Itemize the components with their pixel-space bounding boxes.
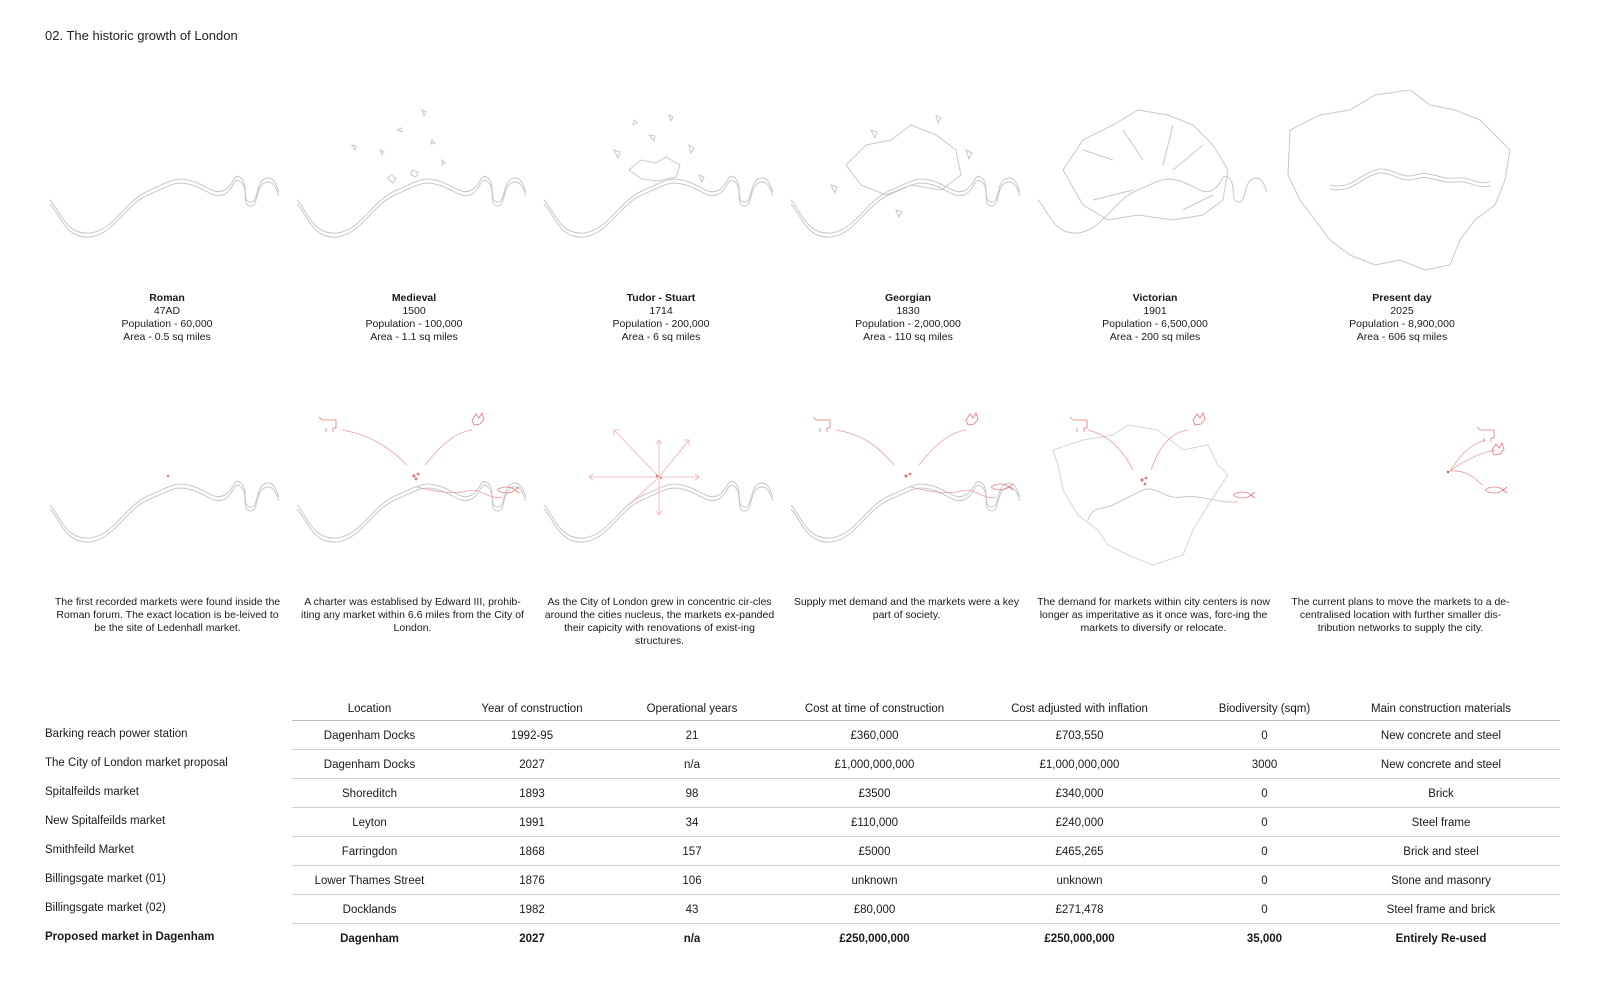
table-row xyxy=(45,866,1560,895)
fish-icon xyxy=(1233,492,1255,498)
table-cell: 0 xyxy=(1261,729,1268,742)
map-roman xyxy=(45,90,280,280)
table-cell: 2027 xyxy=(519,758,545,771)
descriptions-row xyxy=(45,596,1565,656)
era-population: Population - 200,000 xyxy=(612,318,710,330)
era-year: 1500 xyxy=(402,305,426,317)
table-cell: n/a xyxy=(683,932,701,945)
market-point-icon xyxy=(167,475,169,477)
era-label-georgian xyxy=(788,292,1028,344)
table-cell: New concrete and steel xyxy=(1380,729,1502,742)
era-label-present-day xyxy=(1282,292,1522,344)
cow-icon xyxy=(1070,417,1087,432)
table-row xyxy=(45,895,1560,924)
table-cell: £271,478 xyxy=(1055,903,1104,916)
market-map-victorian xyxy=(1033,405,1273,580)
column-header: Operational years xyxy=(646,703,738,715)
market-map-georgian xyxy=(786,405,1026,580)
column-header: Year of construction xyxy=(481,703,583,715)
table-cell: £250,000,000 xyxy=(839,932,910,945)
era-area: Area - 200 sq miles xyxy=(1109,331,1201,343)
table-cell: Leyton xyxy=(352,816,387,829)
table-header-row xyxy=(292,698,1560,721)
era-population: Population - 2,000,000 xyxy=(855,318,961,330)
era-label-roman xyxy=(47,292,287,344)
growth-maps-row xyxy=(45,90,1565,280)
map-victorian xyxy=(1033,90,1268,280)
table-cell: 1893 xyxy=(519,787,545,800)
table-cell: £1,000,000,000 xyxy=(834,758,915,771)
era-year: 2025 xyxy=(1390,305,1414,317)
map-tudor-stuart xyxy=(539,90,774,280)
table-cell: unknown xyxy=(851,874,898,887)
row-label: Proposed market in Dagenham xyxy=(45,930,215,943)
column-header: Cost adjusted with inflation xyxy=(1011,703,1148,715)
table-cell: 3000 xyxy=(1251,758,1278,771)
crops-icon xyxy=(1193,413,1205,425)
table-cell: unknown xyxy=(1056,874,1103,887)
era-year: 47AD xyxy=(153,305,181,317)
table-cell: 2027 xyxy=(519,932,545,945)
era-area: Area - 1.1 sq miles xyxy=(370,331,458,343)
era-area: Area - 6 sq miles xyxy=(621,331,701,343)
table-cell: Steel frame and brick xyxy=(1386,903,1496,916)
arrow-icon xyxy=(836,430,894,465)
description-medieval: A charter was establised by Edward III, prohib-iting any market within 6.6 miles from the City of London. xyxy=(301,596,524,634)
crops-icon xyxy=(1492,443,1504,455)
table-row xyxy=(45,779,1560,808)
table-cell: 21 xyxy=(685,729,699,742)
market-map-present-day xyxy=(1280,405,1520,580)
table-row xyxy=(45,750,1560,779)
table-cell: Brick xyxy=(1428,787,1454,800)
arrow-icon xyxy=(1450,450,1495,471)
column-header: Biodiversity (sqm) xyxy=(1218,703,1311,715)
map-medieval xyxy=(292,90,527,280)
table-cell: Brick and steel xyxy=(1403,845,1479,858)
cow-icon xyxy=(813,417,830,432)
table-cell: Steel frame xyxy=(1411,816,1471,829)
table-cell: 1982 xyxy=(519,903,545,916)
table-row xyxy=(45,837,1560,866)
table-cell: 1992-95 xyxy=(510,729,554,742)
map-present-day xyxy=(1280,90,1515,280)
era-area: Area - 0.5 sq miles xyxy=(123,331,211,343)
era-label-tudor-stuart xyxy=(541,292,781,344)
table-cell: Shoreditch xyxy=(342,787,397,800)
era-label-victorian xyxy=(1035,292,1275,344)
table-cell: 157 xyxy=(682,845,702,858)
arrow-icon xyxy=(1450,440,1485,471)
arrow-icon xyxy=(342,430,407,465)
table-cell: New concrete and steel xyxy=(1380,758,1502,771)
table-cell: £340,000 xyxy=(1055,787,1104,800)
row-label: New Spitalfeilds market xyxy=(45,814,166,827)
era-population: Population - 100,000 xyxy=(365,318,463,330)
table-cell: 98 xyxy=(685,787,699,800)
table-cell: £250,000,000 xyxy=(1044,932,1115,945)
arrow-icon xyxy=(425,430,472,465)
era-name: Victorian xyxy=(1132,292,1178,304)
row-label: The City of London market proposal xyxy=(45,756,228,769)
table-cell: 1876 xyxy=(519,874,545,887)
description-victorian: The demand for markets within city centers is now longer as imperitative as it once was, forc-ing the markets to diversify or relocate. xyxy=(1037,596,1270,634)
table-cell: Dagenham Docks xyxy=(323,729,416,742)
table-cell: n/a xyxy=(684,758,700,771)
table-cell: 0 xyxy=(1261,845,1268,858)
description-roman: The first recorded markets were found inside the Roman forum. The exact location is be-leived to be the site of Ledenhall market. xyxy=(54,596,281,634)
era-name: Present day xyxy=(1372,292,1432,304)
description-tudor-stuart: As the City of London grew in concentric cir-cles around the cities nucleus, the markets ex-panded their capicity with renovations of exist-ing structures. xyxy=(544,596,775,647)
era-name: Medieval xyxy=(391,292,437,304)
table-cell: £240,000 xyxy=(1055,816,1104,829)
row-label: Billingsgate market (01) xyxy=(45,872,166,885)
table-cell: 34 xyxy=(685,816,699,829)
table-cell: 1991 xyxy=(519,816,545,829)
table-cell: Lower Thames Street xyxy=(314,874,425,887)
era-year: 1901 xyxy=(1143,305,1167,317)
table-cell: £703,550 xyxy=(1055,729,1104,742)
expansion-arrows-icon xyxy=(589,430,699,515)
table-row xyxy=(45,808,1560,837)
table-body xyxy=(45,721,1560,953)
era-population: Population - 6,500,000 xyxy=(1102,318,1208,330)
row-label: Spitalfeilds market xyxy=(45,785,139,798)
description-georgian: Supply met demand and the markets were a key part of society. xyxy=(793,596,1020,621)
row-label: Barking reach power station xyxy=(45,727,188,740)
description-present-day: The current plans to move the markets to a de-centralised location with further smaller dis-tribution networks to supply the city. xyxy=(1291,596,1510,634)
era-label-medieval xyxy=(294,292,534,344)
table-cell: 0 xyxy=(1261,787,1268,800)
table-cell: Entirely Re-used xyxy=(1395,932,1487,945)
table-cell: Stone and masonry xyxy=(1391,874,1491,887)
table-cell: £360,000 xyxy=(850,729,899,742)
page-title: 02. The historic growth of London xyxy=(45,28,238,43)
markets-comparison-table xyxy=(45,698,1560,953)
table-cell: 0 xyxy=(1261,874,1268,887)
era-area: Area - 606 sq miles xyxy=(1356,331,1448,343)
table-cell: 43 xyxy=(685,903,699,916)
era-area: Area - 110 sq miles xyxy=(863,331,953,343)
table-cell: Farringdon xyxy=(341,845,398,858)
era-name: Tudor - Stuart xyxy=(626,292,696,304)
column-header: Main construction materials xyxy=(1371,703,1511,715)
column-header: Cost at time of construction xyxy=(804,703,945,715)
table-cell: 0 xyxy=(1261,903,1268,916)
table-cell: £5000 xyxy=(858,845,891,858)
fish-icon xyxy=(497,487,519,493)
era-population: Population - 60,000 xyxy=(121,318,213,330)
table-cell: £465,265 xyxy=(1055,845,1104,858)
market-maps-row xyxy=(45,405,1565,580)
era-year: 1714 xyxy=(649,305,673,317)
table-cell: 106 xyxy=(682,874,702,887)
table-cell: Docklands xyxy=(342,903,397,916)
arrow-icon xyxy=(1450,471,1483,485)
crops-icon xyxy=(966,413,978,425)
table-cell: Dagenham xyxy=(340,932,399,945)
era-name: Roman xyxy=(149,292,185,304)
crops-icon xyxy=(472,413,484,425)
era-population: Population - 8,900,000 xyxy=(1349,318,1455,330)
table-cell: 0 xyxy=(1261,816,1268,829)
era-year: 1830 xyxy=(896,305,920,317)
table-cell: Dagenham Docks xyxy=(323,758,416,771)
table-cell: £1,000,000,000 xyxy=(1039,758,1120,771)
table-cell: 35,000 xyxy=(1246,932,1283,945)
arrow-icon xyxy=(919,430,966,465)
fish-icon xyxy=(1485,487,1507,493)
era-name: Georgian xyxy=(884,292,932,304)
table-cell: £110,000 xyxy=(850,816,899,829)
column-header: Location xyxy=(347,703,392,715)
cow-icon xyxy=(319,417,336,432)
market-point-icon xyxy=(1447,471,1449,473)
table-cell: £80,000 xyxy=(853,903,896,916)
era-labels-row xyxy=(45,292,1565,352)
cow-icon xyxy=(1477,427,1494,442)
market-map-roman xyxy=(45,405,285,580)
row-label: Billingsgate market (02) xyxy=(45,901,166,914)
table-cell: £3500 xyxy=(858,787,891,800)
row-label: Smithfeild Market xyxy=(45,843,134,856)
market-map-medieval xyxy=(292,405,532,580)
market-map-tudor-stuart xyxy=(539,405,779,580)
table-row xyxy=(45,924,1560,953)
arrow-icon xyxy=(1088,430,1133,470)
table-cell: 1868 xyxy=(519,845,545,858)
map-georgian xyxy=(786,90,1021,280)
table-row xyxy=(45,721,1560,750)
